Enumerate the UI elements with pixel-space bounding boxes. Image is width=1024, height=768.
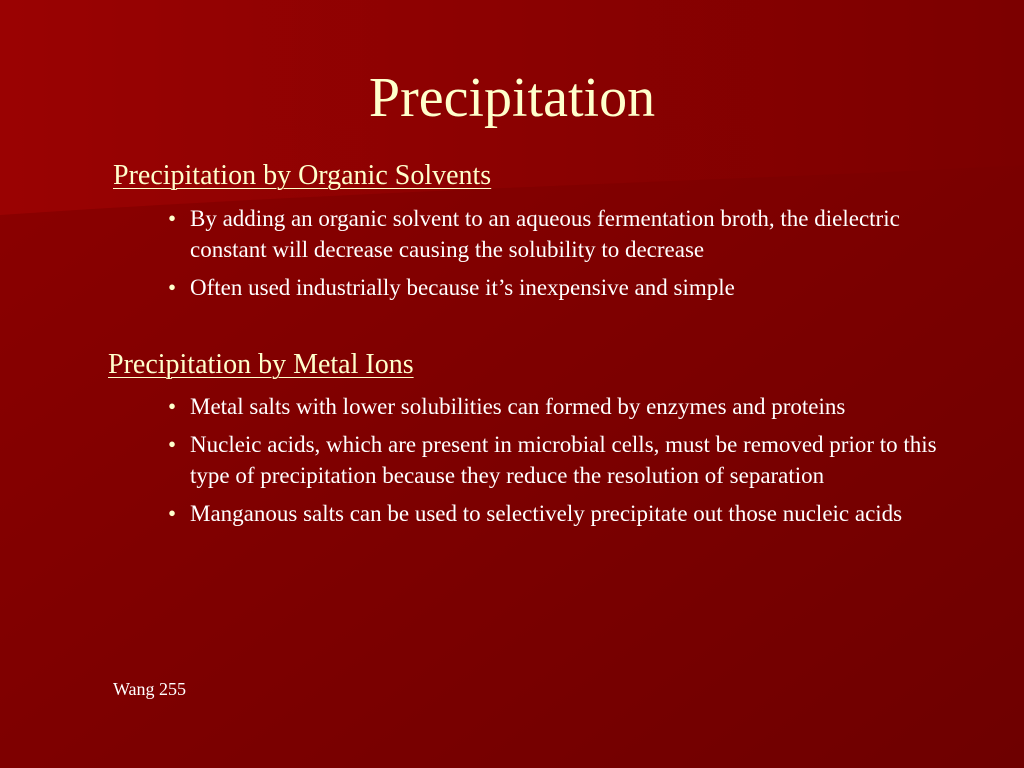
bullet-text: Manganous salts can be used to selectively precipitate out those nucleic acids [190, 501, 903, 526]
bullet-icon: • [168, 501, 177, 526]
reference-citation: Wang 255 [113, 679, 187, 699]
bullet-text: Metal salts with lower solubilities can formed by enzymes and proteins [190, 394, 846, 419]
bullet-text: Nucleic acids, which are present in microbial cells, must be removed prior to this type of precipitation because they reduce the resolution of separation [190, 432, 937, 488]
bullet-list-organic-solvents [168, 203, 968, 310]
bullet-icon: • [168, 206, 177, 231]
bullet-item [168, 391, 968, 422]
bullet-text: Often used industrially because it’s inexpensive and simple [190, 275, 735, 300]
section-heading-metal-ions: Precipitation by Metal Ions [108, 349, 414, 380]
bullet-item [168, 498, 968, 529]
bullet-icon: • [168, 394, 177, 419]
bullet-list-metal-ions [168, 391, 968, 536]
section-heading-organic-solvents: Precipitation by Organic Solvents [113, 160, 492, 191]
bullet-icon: • [168, 275, 177, 300]
slide-title: Precipitation [368, 67, 656, 129]
bullet-icon: • [168, 432, 177, 457]
bullet-item [168, 429, 968, 491]
bullet-text: By adding an organic solvent to an aqueous fermentation broth, the dielectric constant will decrease causing the solubility to decrease [190, 206, 900, 262]
bullet-item [168, 272, 968, 303]
bullet-item [168, 203, 968, 265]
